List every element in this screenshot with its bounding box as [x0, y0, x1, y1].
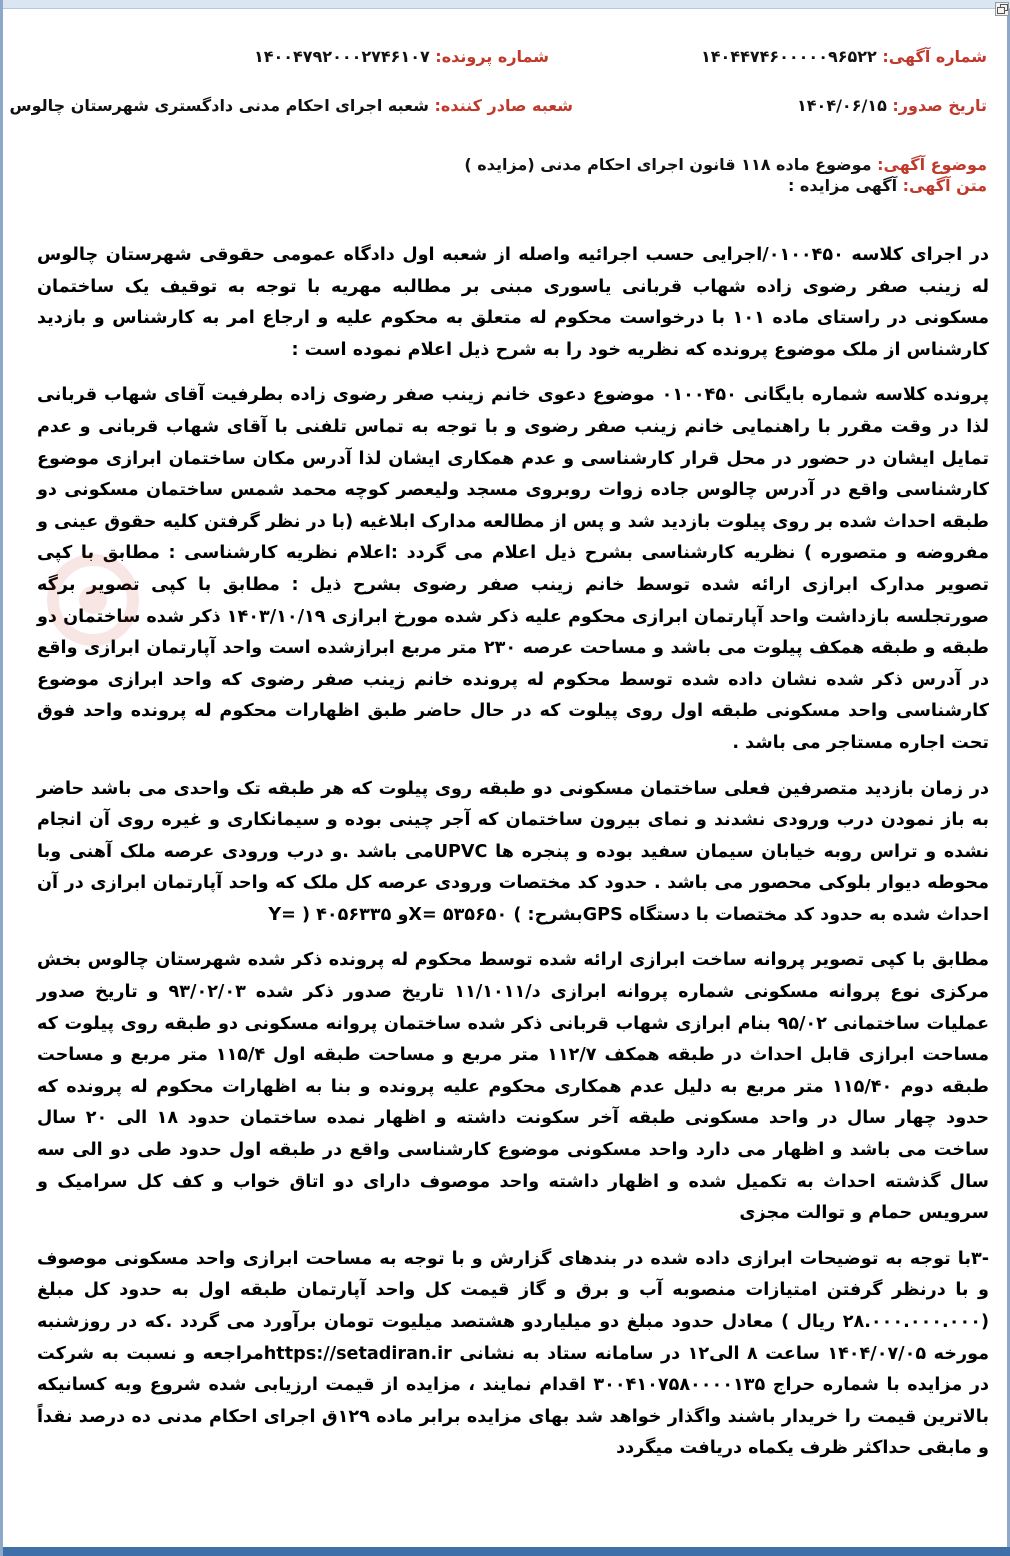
- ad-number-value: ۱۴۰۴۴۷۴۶۰۰۰۰۰۹۶۵۲۲: [701, 47, 877, 66]
- body-paragraph-3: در زمان بازدید متصرفین فعلی ساختمان مسکونی دو طبقه روی پیلوت که هر طبقه تک واحدی می باشد حاضر به باز نمودن درب ورودی نشدند و نمای بیرون ساختمان که آجر چینی بوده و سیمانکاری و غیره روی آن انجام نشده و تراس روبه خیابان سیمان سفید بوده و پنجره ها UPVCمی باشد .و درب ورودی عرصه ملک آهنی وبا محوطه دیوار بلوکی محصور می باشد . حدود کد مختصات ورودی عرصه کل ملک که واحد آپارتمان ابرازی در آن احداث شده به حدود کد مختصات با دستگاه GPSبشرح: ) ۵۳۵۶۵۰ =Xو ۴۰۵۶۳۳۵ ( =Y: [37, 778, 989, 925]
- case-number-value: ۱۴۰۰۴۷۹۲۰۰۰۲۷۴۶۱۰۷: [253, 47, 430, 66]
- subject-row: [464, 155, 987, 174]
- body-paragraph-2: پرونده کلاسه شماره بایگانی ۰۱۰۰۴۵۰ موضوع دعوی خانم زینب صفر رضوی زاده بطرفیت آقای شهاب قربانی لذا در وقت مقرر با راهنمایی خانم زینب صفر رضوی و با توجه به تماس تلفنی با آقای شهاب قربانی و عدم تمایل ایشان در حضور در محل قرار کارشناسی و عدم همکاری ایشان لذا آدرس مکان ساختمان ابرازی موضوع کارشناسی واقع در آدرس چالوس جاده زوات روبروی مسجد ولیعصر کوچه محمد شمس ساختمان مسکونی دو طبقه احداث شده بر روی پیلوت بازدید شد و پس از مطالعه مدارک ابلاغیه (با در نظر گرفتن کلیه حقوق عینی و مفروضه و متصوره ) نظریه کارشناسی بشرح ذیل اعلام می گردد :اعلام نظریه کارشناسی : مطابق با کپی تصویر مدارک ابرازی ارائه شده توسط خانم زینب صفر رضوی بشرح ذیل : مطابق با کپی تصویر برگه صورتجلسه بازداشت واحد آپارتمان ابرازی محکوم علیه ذکر شده مورخ ابرازی ۱۴۰۳/۱۰/۱۹ ذکر شده ساختمان دو طبقه و طبقه همکف پیلوت می باشد و مساحت عرصه ۲۳۰ متر مربع ابرازشده است واحد آپارتمان ابرازی واقع در آدرس ذکر شده نشان داده شده توسط محکوم له پرونده خانم زینب صفر رضوی که واحد ابرازی موضوع کارشناسی واحد مسکونی طبقه اول روی پیلوت که در حال حاضر طبق اظهارات محکوم له پرونده واحد فوق تحت اجاره مستاجر می باشد .: [37, 385, 989, 753]
- subject-value: موضوع ماده ۱۱۸ قانون اجرای احکام مدنی (مزایده ): [464, 155, 872, 174]
- restore-window-icon[interactable]: [995, 2, 1009, 16]
- text-label: متن آگهی:: [902, 176, 987, 195]
- case-number-label: شماره پرونده:: [435, 47, 549, 66]
- issue-date-label: تاریخ صدور:: [892, 96, 987, 115]
- body-paragraph-1: در اجرای کلاسه ۰۱۰۰۴۵۰/اجرایی حسب اجرائیه واصله از شعبه اول دادگاه عمومی حقوقی شهرستان چالوس له زینب صفر رضوی زاده شهاب قربانی یاسوری مبنی بر مطالبه مهریه با توجه به توقیف یک ساختمان مسکونی در راستای ماده ۱۰۱ با درخواست محکوم له متعلق به محکوم علیه و ارجاع امر به کارشناس و بازدید کارشناس از ملک موضوع پرونده که نظریه خود را به شرح ذیل اعلام نموده است :: [37, 245, 990, 360]
- case-number-row: [254, 47, 549, 66]
- branch-label: شعبه صادر کننده:: [434, 96, 573, 115]
- subject-label: موضوع آگهی:: [877, 155, 987, 174]
- issue-date-row: [797, 96, 987, 115]
- announcement-body: [37, 240, 989, 1465]
- issue-date-value: ۱۴۰۴/۰۶/۱۵: [797, 96, 887, 115]
- ad-number-row: [701, 47, 987, 66]
- ad-number-label: شماره آگهی:: [882, 47, 987, 66]
- body-paragraph-5: -۳با توجه به توضیحات ابرازی داده شده در بندهای گزارش و با توجه به مساحت ابرازی واحد مسکونی موصوف و با درنظر گرفتن امتیازات منصوبه آب و برق و گاز قیمت کل واحد آپارتمان طبقه اول به حدود کل مبلغ (۲۸.۰۰۰.۰۰۰.۰۰۰ ریال ) معادل حدود مبلغ دو میلیاردو هشتصد میلیوت تومان برآورد می گردد .که در روزشنبه مورخه ۱۴۰۴/۰۷/۰۵ ساعت ۸ الی۱۲ در سامانه ستاد به نشانی https://setadiran.irمراجعه و نسبت به شرکت در مزایده با شماره حراج ۳۰۰۴۱۰۷۵۸۰۰۰۰۱۳۵ اقدام نمایند ، مزایده از قیمت ارزیابی شده شروع وبه کسانیکه بالاترین قیمت را خریدار باشند واگذار خواهد شد بهای مزایده برابر ماده ۱۲۹ق اجرای احکام مدنی ده درصد نقداً و مابقی حداکثر ظرف یکماه دریافت میگردد: [37, 1248, 990, 1459]
- branch-value: شعبه اجرای احکام مدنی دادگستری شهرستان چالوس: [9, 96, 429, 115]
- window-bottom-bar: [3, 1547, 1010, 1556]
- body-paragraph-4: مطابق با کپی تصویر پروانه ساخت ابرازی ارائه شده توسط محکوم له پرونده ذکر شده شهرستان چالوس بخش مرکزی نوع پروانه مسکونی شماره پروانه ابرازی د/۱۱/۱۰۱۱ تاریخ صدور ذکر شده ۹۳/۰۲/۰۳ و تاریخ صدور عملیات ساختمانی ۹۵/۰۲ بنام ابرازی شهاب قربانی ذکر شده ساختمان پروانه مسکونی دو طبقه روی پیلوت که مساحت ابرازی قابل احداث در طبقه همکف ۱۱۲/۷ متر مربع و مساحت طبقه اول ۱۱۵/۴ متر مربع و مساحت طبقه دوم ۱۱۵/۴۰ متر مربع به دلیل عدم همکاری محکوم علیه پرونده و بنا به اظهارات محکوم له پرونده که حدود چهار سال در واحد مسکونی طبقه آخر سکونت داشته و اظهار نمده ساختمان حدود ۱۸ الی ۲۰ سال ساخت می باشد و اظهار می دارد واحد مسکونی موضوع کارشناسی واقع در طبقه اول حدود طی دو الی سه سال گذشته احداث به تکمیل شده و اظهار داشته واحد موصوف دارای دو اتاق خواب و کف کل سرامیک و سرویس حمام و توالت مجزی: [37, 950, 990, 1224]
- window-top-bar: [3, 0, 1010, 9]
- text-title: آگهی مزایده :: [787, 176, 898, 195]
- branch-row: [10, 96, 573, 115]
- text-title-row: [788, 176, 987, 195]
